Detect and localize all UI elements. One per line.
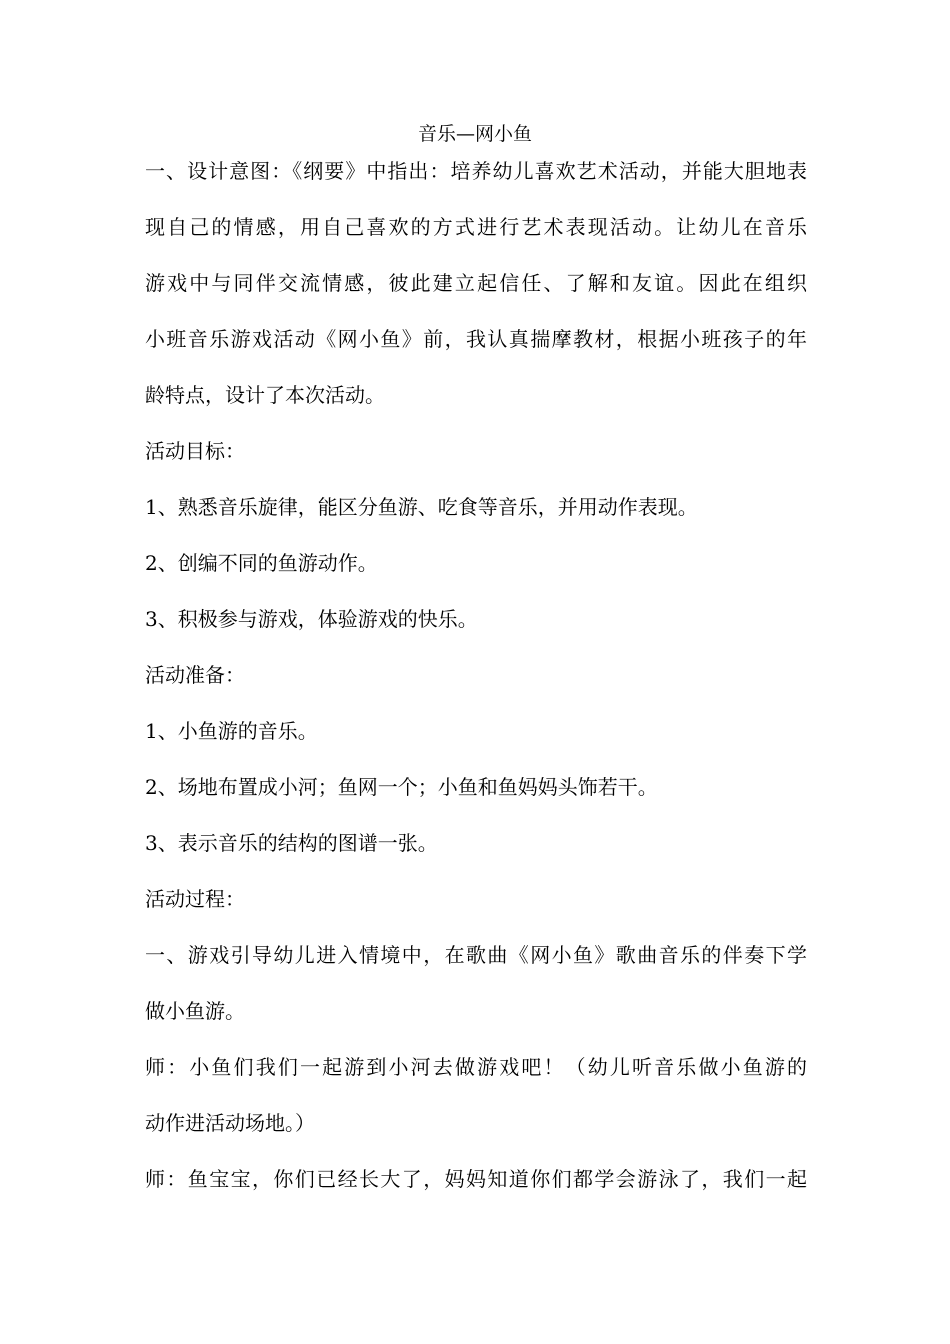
paragraph-line: 游戏中与同伴交流情感，彼此建立起信任、了解和友谊。因此在组织 — [145, 271, 807, 295]
list-item: 1、小鱼游的音乐。 — [145, 719, 318, 743]
section-heading: 活动准备： — [145, 663, 245, 687]
list-item: 1、熟悉音乐旋律，能区分鱼游、吃食等音乐，并用动作表现。 — [145, 495, 698, 519]
document-body — [145, 143, 807, 1207]
paragraph-line: 做小鱼游。 — [145, 999, 245, 1023]
paragraph-line: 龄特点，设计了本次活动。 — [145, 383, 385, 407]
paragraph-line: 小班音乐游戏活动《网小鱼》前，我认真揣摩教材，根据小班孩子的年 — [145, 327, 807, 351]
paragraph-line: 动作进活动场地。） — [145, 1111, 315, 1135]
section-heading: 活动过程： — [145, 887, 245, 911]
section-heading: 活动目标： — [145, 439, 245, 463]
paragraph-line: 师：小鱼们我们一起游到小河去做游戏吧！（幼儿听音乐做小鱼游的 — [145, 1055, 807, 1079]
paragraph-line: 现自己的情感，用自己喜欢的方式进行艺术表现活动。让幼儿在音乐 — [145, 215, 807, 239]
document-title: 音乐—网小鱼 — [417, 123, 532, 145]
list-item: 3、积极参与游戏，体验游戏的快乐。 — [145, 607, 478, 631]
list-item: 2、场地布置成小河；鱼网一个；小鱼和鱼妈妈头饰若干。 — [145, 775, 658, 799]
list-item: 3、表示音乐的结构的图谱一张。 — [145, 831, 438, 855]
list-item: 2、创编不同的鱼游动作。 — [145, 551, 378, 575]
paragraph-line: 一、设计意图：《纲要》中指出：培养幼儿喜欢艺术活动，并能大胆地表 — [145, 159, 807, 183]
paragraph-line: 师：鱼宝宝，你们已经长大了，妈妈知道你们都学会游泳了，我们一起 — [145, 1167, 807, 1191]
paragraph-line: 一、游戏引导幼儿进入情境中，在歌曲《网小鱼》歌曲音乐的伴奏下学 — [145, 943, 807, 967]
